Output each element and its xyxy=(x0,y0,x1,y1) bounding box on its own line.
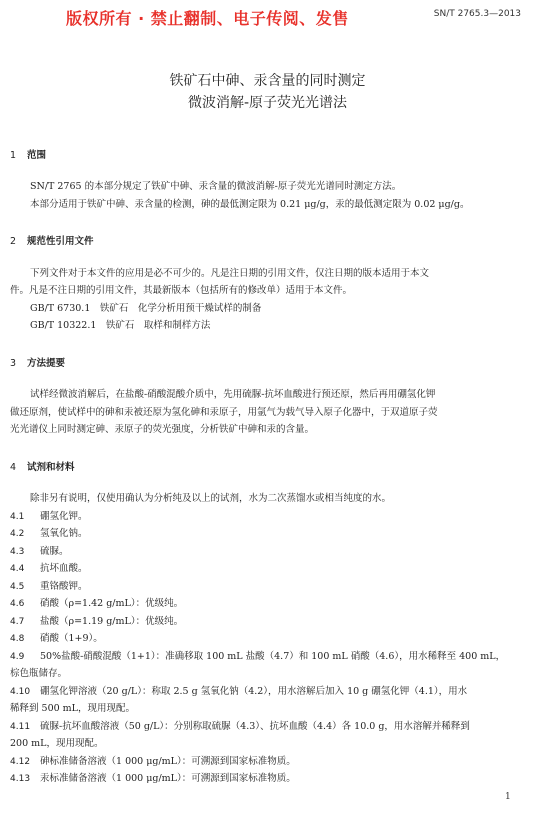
document-title-line1: 铁矿石中砷、汞含量的同时测定 xyxy=(169,73,366,89)
references-intro-line-2: 件。凡是不注日期的引用文件，其最新版本（包括所有的修改单）适用于本文件。 xyxy=(10,285,353,296)
section-number: 3 xyxy=(10,358,17,369)
reference-item: GB/T 6730.1 铁矿石 化学分析用预干燥试样的制备 xyxy=(30,303,262,314)
section-heading-reagents xyxy=(10,459,75,473)
reagent-item: 4.11 硫脲-抗坏血酸溶液（50 g/L）：分别称取硫脲（4.3）、抗坏血酸（4.4）各 10.0 g，用水溶解并稀释到 xyxy=(10,721,470,732)
reagent-item-continuation: 稀释到 500 mL，现用现配。 xyxy=(10,703,135,714)
section-number: 4 xyxy=(10,462,17,473)
reagent-item: 4.13 汞标准储备溶液（1 000 μg/mL）：可溯源到国家标准物质。 xyxy=(10,773,296,784)
section-title: 试剂和材料 xyxy=(27,462,75,473)
scope-paragraph-2: 本部分适用于铁矿中砷、汞含量的检测，砷的最低测定限为 0.21 μg/g，汞的最低测定限为 0.02 μg/g。 xyxy=(30,199,470,210)
reagent-item: 4.3 硫脲。 xyxy=(10,546,69,557)
reagent-item: 4.7 盐酸（ρ=1.19 g/mL）：优级纯。 xyxy=(10,616,184,627)
reagent-item-continuation: 200 mL，现用现配。 xyxy=(10,738,104,749)
principle-line-3: 光光谱仪上同时测定砷、汞原子的荧光强度，分析铁矿中砷和汞的含量。 xyxy=(10,424,315,435)
reagent-item: 4.6 硝酸（ρ=1.42 g/mL）：优级纯。 xyxy=(10,598,184,609)
reagent-item: 4.9 50%盐酸-硝酸混酸（1+1）：准确移取 100 mL 盐酸（4.7）和 100 mL 硝酸（4.6），用水稀释至 400 mL， xyxy=(10,651,506,662)
section-number: 2 xyxy=(10,236,17,247)
section-title: 范围 xyxy=(27,150,47,161)
reagent-item: 4.1 硼氢化钾。 xyxy=(10,511,88,522)
scope-paragraph-1: SN/T 2765 的本部分规定了铁矿中砷、汞含量的微波消解-原子荧光光谱同时测定方法。 xyxy=(30,181,402,192)
reagent-item: 4.4 抗坏血酸。 xyxy=(10,563,88,574)
standard-number: SN/T 2765.3—2013 xyxy=(433,9,521,19)
reagent-item: 4.10 硼氢化钾溶液（20 g/L）：称取 2.5 g 氢氧化钠（4.2），用水溶解后加入 10 g 硼氢化钾（4.1），用水 xyxy=(10,686,468,697)
section-number: 1 xyxy=(10,150,17,161)
section-heading-references xyxy=(10,233,94,247)
reference-item: GB/T 10322.1 铁矿石 取样和制样方法 xyxy=(30,320,211,331)
reagents-intro: 除非另有说明，仅使用确认为分析纯及以上的试剂，水为二次蒸馏水或相当纯度的水。 xyxy=(30,493,392,504)
copyright-watermark: 版权所有 · 禁止翻制、电子传阅、发售 xyxy=(66,9,349,28)
reagent-item-continuation: 棕色瓶储存。 xyxy=(10,668,68,679)
reagent-item: 4.12 砷标准储备溶液（1 000 μg/mL）：可溯源到国家标准物质。 xyxy=(10,756,296,767)
document-title-line2: 微波消解-原子荧光光谱法 xyxy=(187,95,348,111)
section-title: 方法提要 xyxy=(27,358,66,369)
page-number: 1 xyxy=(505,792,511,802)
section-heading-scope xyxy=(10,147,46,161)
section-heading-principle xyxy=(10,355,65,369)
reagent-item: 4.2 氢氧化钠。 xyxy=(10,528,88,539)
principle-line-2: 做还原剂，使试样中的砷和汞被还原为氢化砷和汞原子，用氩气为载气导入原子化器中，于双道原子荧 xyxy=(10,407,438,418)
references-intro-line-1: 下列文件对于本文件的应用是必不可少的。凡是注日期的引用文件，仅注日期的版本适用于本文 xyxy=(30,268,430,279)
reagent-item: 4.5 重铬酸钾。 xyxy=(10,581,88,592)
reagent-item: 4.8 硝酸（1+9）。 xyxy=(10,633,103,644)
section-title: 规范性引用文件 xyxy=(27,236,94,247)
principle-line-1: 试样经微波消解后，在盐酸-硝酸混酸介质中，先用硫脲-抗坏血酸进行预还原，然后再用硼氢化钾 xyxy=(30,389,436,400)
